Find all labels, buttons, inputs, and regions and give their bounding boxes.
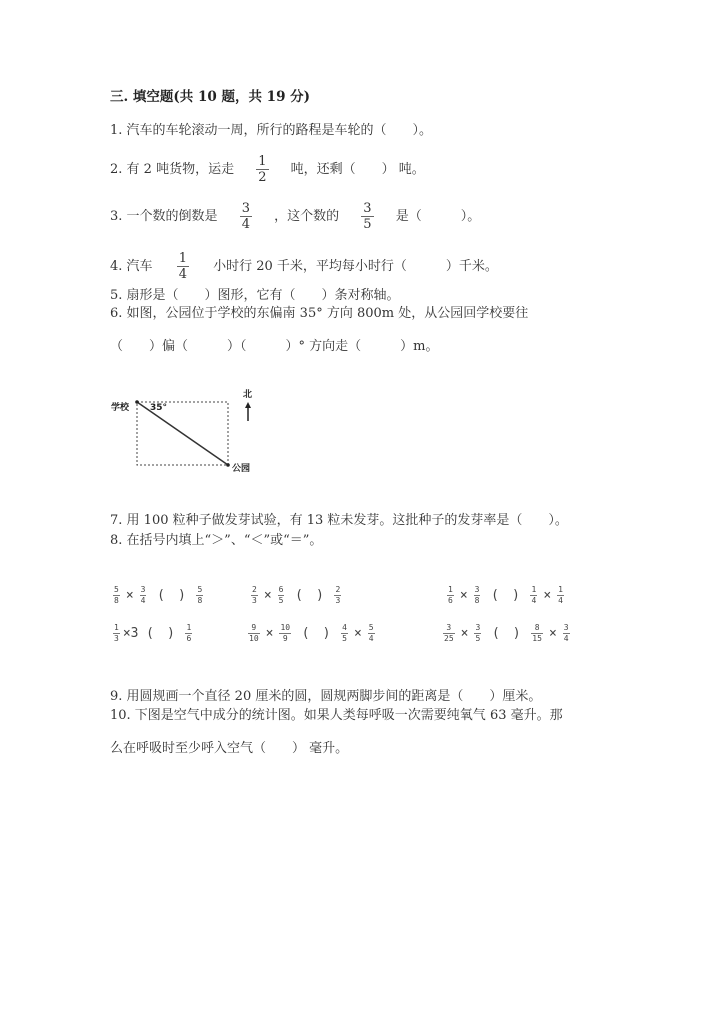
denominator: 4 [241,217,250,232]
fraction [256,154,268,185]
denominator: 5 [278,596,284,605]
q2-text-b: 吨，还剩（ ） 吨。 [290,162,425,177]
numerator: 3 [241,201,250,216]
times-sign: × [459,588,468,603]
fraction [341,623,348,644]
times-sign: × [353,626,362,641]
denominator: 6 [186,634,192,643]
fraction [447,585,454,606]
fraction [530,585,537,606]
fraction [474,623,481,644]
fraction [474,585,481,606]
denominator: 6 [448,596,453,605]
times-sign: × [460,626,469,641]
denominator: 9 [282,634,288,643]
fraction [196,585,203,606]
fraction [177,251,189,282]
answer-blank[interactable]: ( ) [491,588,520,603]
numerator: 1 [178,251,187,266]
numerator: 1 [531,585,537,594]
numerator: 1 [558,585,563,594]
fraction [443,623,455,644]
fraction [368,623,375,644]
denominator: 3 [252,596,257,605]
numerator: 3 [474,585,480,594]
q4-text-b: 小时行 20 千米，平均每小时行（ ）千米。 [213,259,498,274]
denominator: 2 [258,170,267,185]
fraction [248,623,260,644]
park-label: 公园 [232,464,251,474]
denominator: 4 [368,634,374,643]
denominator: 3 [335,596,341,605]
times-sign: × [265,626,274,641]
question-1: 1. 汽车的车轮滚动一周，所行的路程是车轮的（ ）。 [110,123,433,138]
numerator: 5 [368,623,374,632]
fraction [531,623,543,644]
question-9: 9. 用圆规画一个直径 20 厘米的圆，圆规两脚步间的距离是（ ）厘米。 [110,689,542,704]
angle-label: 35° [150,403,168,413]
fraction [334,585,341,606]
numerator: 2 [252,585,257,594]
denominator: 5 [363,217,372,232]
denominator: 4 [140,596,146,605]
school-label: 学校 [111,403,130,413]
direction-diagram [100,380,280,480]
denominator: 3 [114,634,119,643]
comparison-4 [110,622,195,644]
times-sign: × [125,588,134,603]
numerator: 6 [278,585,284,594]
comparison-3 [444,584,567,606]
denominator: 8 [474,596,480,605]
q3-text-b: ，这个数的 [274,209,340,224]
answer-blank[interactable]: ( ) [146,626,175,641]
fraction [279,623,291,644]
numerator: 9 [248,623,260,634]
numerator: 2 [335,585,341,594]
numerator: 8 [531,623,543,634]
numerator: 5 [197,585,203,594]
numerator: 1 [114,623,119,632]
numerator: 3 [475,623,481,632]
denominator: 10 [249,634,259,643]
fraction [563,623,570,644]
numerator: 1 [258,154,267,169]
answer-blank[interactable]: ( ) [295,588,324,603]
q4-text-a: 4. 汽车 [110,259,153,274]
denominator: 4 [558,596,563,605]
numerator: 4 [342,623,347,632]
fraction [140,585,147,606]
denominator: 8 [197,596,203,605]
answer-blank[interactable]: ( ) [157,588,186,603]
denominator: 25 [444,634,454,643]
question-8: 8. 在括号内填上“＞”、“＜”或“＝”。 [110,533,323,548]
park-dot [226,463,230,467]
question-2 [110,154,425,185]
question-6-line2: （ ）偏（ ）（ ）° 方向走（ ）m。 [110,339,439,354]
question-10-line2: 么在呼吸时至少呼入空气（ ） 毫升。 [110,741,349,756]
denominator: 5 [342,634,347,643]
comparison-2 [248,584,344,606]
numerator: 3 [363,201,372,216]
denominator: 4 [563,634,569,643]
fraction [278,585,285,606]
answer-blank[interactable]: ( ) [491,626,521,641]
north-label: 北 [243,390,253,400]
denominator: 8 [114,596,119,605]
q3-text-a: 3. 一个数的倒数是 [110,209,218,224]
times-sign: × [548,626,557,641]
north-arrowhead-icon [245,402,251,408]
comparison-1 [110,584,206,606]
denominator: 15 [532,634,542,643]
q3-text-c: 是（ ）。 [395,209,481,224]
numerator: 1 [186,623,192,632]
fraction [240,201,252,232]
times-sign: × [263,588,272,603]
numerator: 1 [448,585,453,594]
question-3 [110,201,480,232]
times-three: ×3 [122,626,139,641]
question-10-line1: 10. 下图是空气中成分的统计图。如果人类每呼吸一次需要纯氧气 63 毫升。那 [110,708,563,723]
fraction [113,623,120,644]
numerator: 3 [140,585,146,594]
question-5: 5. 扇形是（ ）图形，它有（ ）条对称轴。 [110,288,400,303]
fraction [251,585,258,606]
fraction [361,201,373,232]
denominator: 5 [475,634,481,643]
school-dot [135,400,139,404]
question-4 [110,251,498,282]
comparison-5 [245,622,378,644]
denominator: 4 [178,267,187,282]
numerator: 5 [114,585,119,594]
fraction [185,623,192,644]
denominator: 4 [531,596,537,605]
fraction [113,585,120,606]
fraction [557,585,564,606]
numerator: 10 [280,623,291,632]
answer-blank[interactable]: ( ) [301,626,331,641]
q2-text-a: 2. 有 2 吨货物，运走 [110,162,235,177]
section-title: 三. 填空题(共 10 题，共 19 分) [110,89,311,105]
comparison-6 [440,622,573,644]
numerator: 3 [443,623,455,634]
numerator: 3 [563,623,569,632]
question-6-line1: 6. 如图，公园位于学校的东偏南 35° 方向 800m 处，从公园回学校要往 [110,306,529,321]
times-sign: × [543,588,552,603]
question-7: 7. 用 100 粒种子做发芽试验，有 13 粒未发芽。这批种子的发芽率是（ ）。 [110,513,568,528]
